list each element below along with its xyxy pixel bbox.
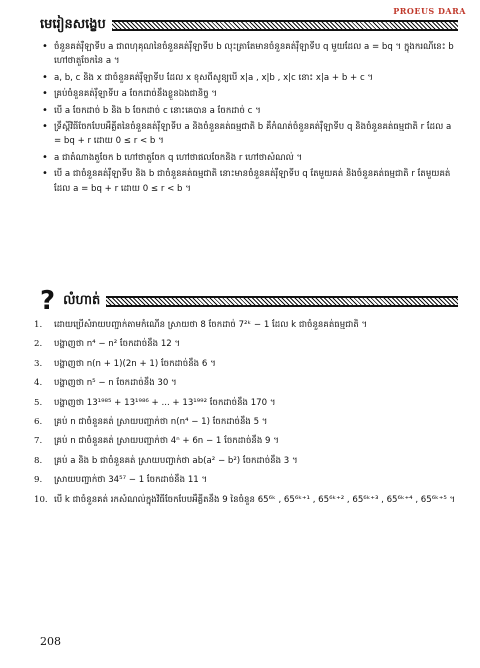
exercise-number: 5. — [34, 397, 43, 408]
exercise-item — [34, 318, 458, 332]
summary-title: មេរៀនសង្ខេប — [40, 16, 106, 32]
exercise-text: បង្ហាញថា 13¹⁹⁸⁵ + 13¹⁹⁸⁶ + ... + 13¹⁹⁹² ចែកដាច់នឹង 170 ។ — [54, 397, 276, 408]
summary-item: • ចំនួនគត់រ៉ឺឡាទីប a ជាពហុគុណនៃចំនួនគត់រ៉ឺឡាទីប b លុះត្រាតែមានចំនួនគត់រ៉ឺឡាទីប q មួយដែល a = bq ។ ក្នុងករណីនេះ b ហៅថាតួចែកនៃ a ។ — [42, 41, 454, 67]
exercise-number: 2. — [34, 339, 43, 350]
summary-header — [40, 14, 458, 36]
exercise-item — [34, 396, 458, 410]
exercise-item — [34, 376, 458, 390]
exercise-text: គ្រប់ n ជាចំនួនគត់ ស្រាយបញ្ជាក់ថា n(n⁴ − 1) ចែកដាច់នឹង 5 ។ — [54, 417, 268, 428]
exercise-text: គ្រប់ n ជាចំនួនគត់ ស្រាយបញ្ជាក់ថា 4ⁿ + 6n − 1 ចែកដាច់នឹង 9 ។ — [54, 436, 279, 447]
summary-item: • បើ a ជាចំនួនគត់រ៉ឺឡាទីប និង b ជាចំនួនគត់ធម្មជាតិ នោះមានចំនួនគត់រ៉ឺឡាទីប q តែមួយគត់ និងចំនួនគត់ធម្មជាតិ r តែមួយគត់ ដែល a = bq + r ដោយ 0 ≤ r < b ។ — [42, 168, 451, 194]
question-mark-icon: ? — [40, 286, 56, 316]
exercise-number: 7. — [34, 436, 43, 447]
exercise-number: 1. — [34, 320, 43, 330]
page-number: 208 — [40, 635, 61, 648]
exercise-item — [34, 337, 458, 351]
exercise-item — [34, 434, 458, 448]
exercise-text: បង្ហាញថា n⁴ − n² ចែកដាច់នឹង 12 ។ — [54, 339, 181, 350]
summary-item: • បើ a ចែកដាច់ b និង b ចែកដាច់ c នោះគេបាន a ចែកដាច់ c ។ — [40, 104, 458, 118]
exercise-number: 8. — [34, 455, 43, 466]
exercise-number: 4. — [34, 378, 43, 389]
exercise-text: គ្រប់ a និង b ជាចំនួនគត់ ស្រាយបញ្ជាក់ថា ab(a² − b²) ចែកដាច់នឹង 3 ។ — [54, 455, 298, 466]
exercises-title-rule — [106, 296, 458, 307]
bullet-icon: • — [42, 151, 48, 163]
bullet-icon: • — [42, 71, 48, 83]
exercise-number: 3. — [34, 358, 43, 369]
header-brand: PROEUS DARA — [393, 6, 466, 16]
summary-section — [40, 14, 458, 198]
exercise-text: ដោយប្រើសំរាយបញ្ជាក់តាមកំណើន ស្រាយថា 8 ចែកដាច់ 7²ᵏ − 1 ដែល k ជាចំនួនគត់ធម្មជាតិ ។ — [54, 320, 368, 330]
exercise-item — [34, 454, 458, 468]
exercise-item — [34, 415, 458, 429]
exercise-number: 6. — [34, 417, 43, 428]
exercises-section — [34, 286, 458, 512]
summary-item: • a ជាតំណាងតួចែក b ហៅថាតួចែក q ហៅថាផលចែកនិង r ហៅថាសំណល់ ។ — [40, 151, 458, 165]
exercise-item — [34, 493, 458, 507]
exercise-text: ស្រាយបញ្ជាក់ថា 34⁵⁷ − 1 ចែកដាច់នឹង 11 ។ — [54, 475, 208, 486]
exercises-title: លំហាត់ — [63, 292, 101, 308]
exercise-item — [34, 357, 458, 371]
exercise-number: 9. — [34, 475, 43, 486]
bullet-icon: • — [42, 121, 48, 133]
summary-list — [40, 40, 458, 196]
summary-item: • គ្រប់ចំនួនគត់រ៉ឺឡាទីប a ចែកដាច់នឹងខ្លួនឯងជានិច្ច ។ — [40, 87, 458, 101]
bullet-icon: • — [42, 168, 48, 180]
bullet-icon: • — [42, 104, 48, 116]
bullet-icon: • — [42, 88, 48, 100]
exercise-text: បង្ហាញថា n(n + 1)(2n + 1) ចែកដាច់នឹង 6 ។ — [54, 358, 216, 369]
exercise-text: បើ k ជាចំនួនគត់ រកសំណល់ក្នុងវិធីចែកបែបអឺគ្លីតនឹង 9 នៃចំនួន 65⁶ᵏ , 65⁶ᵏ⁺¹ , 65⁶ᵏ⁺² , 65⁶ᵏ⁺³ , 65⁶ᵏ⁺⁴ , 65⁶ᵏ⁺⁵ ។ — [54, 494, 456, 505]
summary-title-rule — [112, 20, 458, 31]
exercise-list — [34, 318, 458, 507]
summary-item: • a, b, c និង x ជាចំនួនគត់រ៉ឺឡាទីប ដែល x ខុសពីសូន្យបើ x|a , x|b , x|c នោះ x|a + b + c ។ — [40, 71, 458, 85]
bullet-icon: • — [42, 41, 48, 52]
summary-item: • ទ្រឹស្តីវិធីចែកបែបអឺគ្លីតនៃចំនួនគត់រ៉ឺឡាទីប a និងចំនួនគត់ធម្មជាតិ b គឺកំណត់ចំនួនគត់រ៉ឺឡាទីប q និងចំនួនគត់ធម្មជាតិ r ដែល a = bq + r ដោយ 0 ≤ r < b ។ — [42, 121, 452, 147]
exercise-item — [34, 473, 458, 487]
exercise-number: 10. — [34, 494, 48, 505]
exercises-header — [40, 286, 458, 316]
exercise-text: បង្ហាញថា n⁵ − n ចែកដាច់នឹង 30 ។ — [54, 378, 177, 389]
